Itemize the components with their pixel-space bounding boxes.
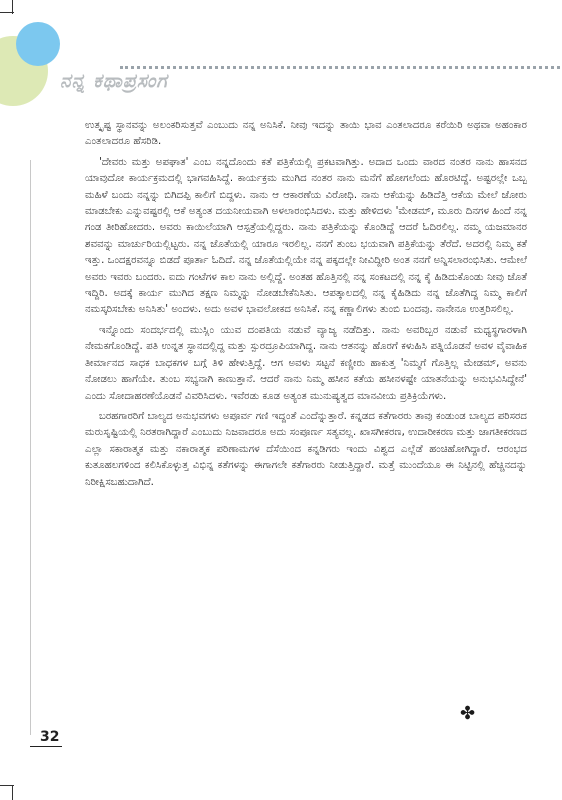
paragraph: ಬರಹಗಾರರಿಗೆ ಬಾಲ್ಯದ ಅನುಭವಗಳು ಅಪೂರ್ವ ಗಣಿ ಇದ್ದಂತೆ ಎಂದೆನ್ನುತ್ತಾರೆ. ಕನ್ನಡದ ಕತೆಗಾರರು ತಾವು ಕಂಡುಂಡ ಬಾಲ್ಯದ ಪರಿಸರದ ಮರುಸೃಷ್ಟಿಯಲ್ಲಿ ನಿರತರಾಗಿದ್ದಾರೆ ಎಂಬುದು ನಿಜವಾದರೂ ಅದು ಸಂಪೂರ್ಣ ಸತ್ಯವಲ್ಲ. ಖಾಸಗೀಕರಣ, ಉದಾರೀಕರಣ ಮತ್ತು ಜಾಗತೀಕರಣದ ಎಲ್ಲಾ ಸಕಾರಾತ್ಮಕ ಮತ್ತು ನಕಾರಾತ್ಮಕ ಪರಿಣಾಮಗಳ ದೆಸೆಯಿಂದ ಕನ್ನಡಿಗರು ಇಂದು ವಿಶ್ವದ ಎಲ್ಲೆಡೆ ಹಂಚಿಹೋಗಿದ್ದಾರೆ. ಆರಂಭದ ಕುತೂಹಲಗಳಿಂದ ಕಲಿಸಿಕೊಳ್ಳುತ್ತ ವಿಭಿನ್ನ ಕತೆಗಳನ್ನು ಈಗಾಗಲೇ ಕತೆಗಾರರು ನೀಡುತ್ತಿದ್ದಾರೆ. ಮತ್ತೆ ಮುಂದೆಯೂ ಈ ನಿಟ್ಟಿನಲ್ಲಿ ಹೆಚ್ಚಿನದನ್ನು ನಿರೀಕ್ಷಿಸಬಹುದಾಗಿದೆ. (85, 410, 527, 488)
footer-rule (30, 746, 62, 747)
paragraph: ಉತ್ಕೃಷ್ಟ ಸ್ಥಾನವನ್ನು ಅಲಂಕರಿಸುತ್ತವೆ ಎಂಬುದು ನನ್ನ ಅನಿಸಿಕೆ. ನೀವು ಇದನ್ನು ತಾಯಿ ಭಾವ ಎಂತಲಾದರೂ ಕರೆಯಿರಿ ಅಥವಾ ಅಹಂಕಾರ ಎಂತಲಾದರೂ ಹೆಸರಿಡಿ. (85, 120, 527, 148)
crop-mark-top-left-v (12, 0, 13, 14)
crop-mark-bottom-left-v (12, 786, 13, 800)
chapter-title: ನನ್ನ ಕಥಾಪ್ರಸಂಗ (60, 70, 168, 92)
body-text (85, 118, 527, 495)
header-dotted-rule (120, 66, 560, 69)
page-number: 32 (40, 729, 60, 745)
end-ornament-icon: ✤ (460, 703, 476, 724)
paragraph: ಇನ್ನೊಂದು ಸಂದರ್ಭದಲ್ಲಿ ಮುಸ್ಲಿಂ ಯುವ ದಂಪತಿಯ ನಡುವೆ ವ್ಯಾಜ್ಯ ನಡೆದಿತ್ತು. ನಾನು ಅವರಿಬ್ಬರ ನಡುವೆ ಮಧ್ಯಸ್ಥಗಾರಳಾಗಿ ನೇಮಕಗೊಂಡಿದ್ದೆ. ಪತಿ ಉನ್ನತ ಸ್ಥಾನದಲ್ಲಿದ್ದ ಮತ್ತು ಸ್ಪುರದ್ರೂಪಿಯಾಗಿದ್ದ. ನಾನು ಆತನನ್ನು ಹೊರಗೆ ಕಳುಹಿಸಿ ಪತ್ನಿಯೊಡನೆ ಅವಳ ವೈವಾಹಿಕ ತೀರ್ಮಾನದ ಸಾಧಕ ಬಾಧಕಗಳ ಬಗ್ಗೆ ತಿಳಿ ಹೇಳುತ್ತಿದ್ದೆ. ಆಗ ಅವಳು ಸಟ್ಟನೆ ಕಣ್ಣೀರು ಹಾಕುತ್ತ 'ನಿಮ್ಮಗೆ ಗೊತ್ತಿಲ್ಲ ಮೇಡಮ್, ಅವನು ನೋಡಲು ಹಾಗೆಯೇ. ತುಂಬ ಸಭ್ಯನಾಗಿ ಕಾಣುತ್ತಾನೆ. ಆದರೆ ನಾನು ನಿಮ್ಮ ಹಸೀನ ಕತೆಯ ಹಸೀನಳಷ್ಟೇ ಯಾತನೆಯನ್ನು ಅನುಭವಿಸಿದ್ದೇನೆ' ಎಂದು ಸೋದಾಹರಣೆಯೊಡನೆ ವಿವರಿಸಿದಳು. ಇವೆರಡು ಕೂಡ ಅತ್ಯಂತ ಮುನುಷ್ಯತ್ವದ ಮಾನವೀಯ ಪ್ರತಿಕ್ರಿಯೆಗಳು. (85, 324, 527, 402)
margin-rule (30, 160, 31, 735)
header-circle-blue (16, 22, 60, 66)
paragraph: 'ದೇವರು ಮತ್ತು ಅಪಘಾತ' ಎಂಬ ನನ್ನದೊಂದು ಕತೆ ಪತ್ರಿಕೆಯಲ್ಲಿ ಪ್ರಕಟವಾಗಿತ್ತು. ಅದಾದ ಒಂದು ವಾರದ ನಂತರ ನಾನು ಹಾಸನದ ಯಾವುದೋ ಕಾರ್ಯಕ್ರಮದಲ್ಲಿ ಭಾಗವಹಿಸಿದ್ದೆ. ಕಾರ್ಯಕ್ರಮ ಮುಗಿದ ನಂತರ ನಾನು ಮನೆಗೆ ಹೋಗಲೆಂದು ಹೊರಟಿದ್ದೆ. ಅಷ್ಟರಲ್ಲೇ ಒಬ್ಬ ಮಹಿಳೆ ಬಂದು ನನ್ನನ್ನು ಬಿಗಿದಪ್ಪಿ ಕಾಲಿಗೆ ಬಿದ್ದಳು. ನಾನು ಆ ಆಕಾರಣೆಯ ವಿರೋಧಿ. ನಾನು ಆಕೆಯನ್ನು ಹಿಡಿದೆತ್ತಿ ಆಕೆಯ ಮೇಲೆ ಜೋರು ಮಾಡಬೇಕು ಎನ್ನುವಷ್ಟರಲ್ಲಿ ಆಕೆ ಅತ್ಯಂತ ದಯನೀಯವಾಗಿ ಅಳಲಾರಂಭಿಸಿದಳು. ಮತ್ತು ಹೇಳಿದಳು 'ಮೇಡಮ್, ಮೂರು ದಿನಗಳ ಹಿಂದೆ ನನ್ನ ಗಂಡ ತೀರಿಹೋದರು. ಅವರು ಕಾಯಿಲೆಯಾಗಿ ಆಸ್ಪತ್ರೆಯಲ್ಲಿದ್ದರು. ನಾನು ಪತ್ರಿಕೆಯನ್ನು ಕೊಂಡಿದ್ದೆ ಆದರೆ ಓದಿರಲಿಲ್ಲ. ನಮ್ಮ ಯಜಮಾನರ ಶವವನ್ನು ಮಾರ್ಚುರಿಯಲ್ಲಿಟ್ಟರು. ನನ್ನ ಜೊತೆಯಲ್ಲಿ ಯಾರೂ ಇರಲಿಲ್ಲ. ನನಗೆ ತುಂಬ ಭಯವಾಗಿ ಪತ್ರಿಕೆಯನ್ನು ತೆರೆದೆ. ಅದರಲ್ಲಿ ನಿಮ್ಮ ಕತೆ ಇತ್ತು. ಒಂದಕ್ಷರವನ್ನೂ ಬಿಡದೆ ಪೂರ್ತಾ ಓದಿದೆ. ನನ್ನ ಜೊತೆಯಲ್ಲಿಯೇ ನನ್ನ ಪಕ್ಕದಲ್ಲೇ ನೀವಿದ್ದೀರಿ ಅಂತ ನನಗೆ ಅನ್ನಿಸಲಾರಂಭಿಸಿತು. ಆಮೇಲೆ ಅವರು ಇವರು ಬಂದರು. ಐದು ಗಂಟೆಗಳ ಕಾಲ ನಾನು ಅಲ್ಲಿದ್ದೆ. ಅಂತಹ ಹೊತ್ತಿನಲ್ಲಿ ನನ್ನ ಸಂಕಟದಲ್ಲಿ ನನ್ನ ಕೈ ಹಿಡಿದುಕೊಂಡು ನೀವು ಜೊತೆ ಇದ್ದಿರಿ. ಅದಕ್ಕೆ ಕಾರ್ಯ ಮುಗಿದ ತಕ್ಷಣ ನಿಮ್ಮನ್ನು ನೋಡಬೇಕೆನಿಸಿತು. ಆಪತ್ಕಾಲದಲ್ಲಿ ನನ್ನ ಕೈಹಿಡಿದು ನನ್ನ ಜೊತೆಗಿದ್ದ ನಿಮ್ಮ ಕಾಲಿಗೆ ನಮಸ್ಕರಿಸಬೇಕು ಅನಿಸಿತು' ಅಂದಳು. ಅದು ಅವಳ ಭಾವಲೋಕದ ಅನಿಸಿಕೆ. ನನ್ನ ಕಣ್ಣಾಲಿಗಳು ತುಂಬಿ ಬಂದವು. ನಾನೇನೂ ಉತ್ತರಿಸಲಿಲ್ಲ. (85, 156, 527, 316)
